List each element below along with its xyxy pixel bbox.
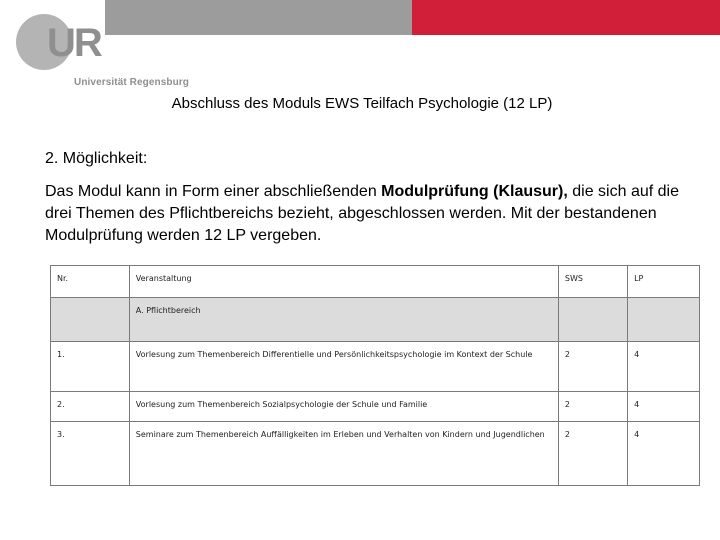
paragraph-text-end: die sich auf die drei Themen des Pflichtbereichs bezieht, abgeschlossen werden. Mit der bestandenen Modulprüfung werden 12 LP vergeben. [45,183,679,244]
section-label: A. Pflichtbereich [129,298,558,342]
slide-title: Abschluss des Moduls EWS Teilfach Psychologie (12 LP) [171,95,553,112]
paragraph-text-start: Das Modul kann in Form einer abschließenden [45,183,382,200]
course-table [50,265,700,486]
header-sws: SWS [558,266,627,298]
description-paragraph [45,181,685,247]
row-sws: 2 [558,342,627,392]
table-row [51,392,700,422]
section-sws-empty [558,298,627,342]
header-nr: Nr. [51,266,130,298]
section-nr-empty [51,298,130,342]
row-lp: 4 [628,422,700,486]
row-nr: 3. [51,422,130,486]
section-lp-empty [628,298,700,342]
row-nr: 2. [51,392,130,422]
row-veranstaltung: Vorlesung zum Themenbereich Differentielle und Persönlichkeitspsychologie im Kontext der Schule [129,342,558,392]
header-veranstaltung: Veranstaltung [129,266,558,298]
table-row [51,342,700,392]
row-veranstaltung: Seminare zum Themenbereich Auffälligkeiten im Erleben und Verhalten von Kindern und Jugendlichen [129,422,558,486]
row-lp: 4 [628,342,700,392]
table-header-row [51,266,700,298]
paragraph-bold-text: Modulprüfung (Klausur), [381,183,568,200]
row-nr: 1. [51,342,130,392]
row-veranstaltung: Vorlesung zum Themenbereich Sozialpsychologie der Schule und Familie [129,392,558,422]
option-label: 2. Möglichkeit: [45,150,148,167]
header-bar-red [412,0,720,35]
row-sws: 2 [558,422,627,486]
table-row [51,422,700,486]
table-section-row [51,298,700,342]
header-lp: LP [628,266,700,298]
row-sws: 2 [558,392,627,422]
row-lp: 4 [628,392,700,422]
logo-letters: UR [47,21,101,65]
university-name: Universität Regensburg [74,77,190,88]
